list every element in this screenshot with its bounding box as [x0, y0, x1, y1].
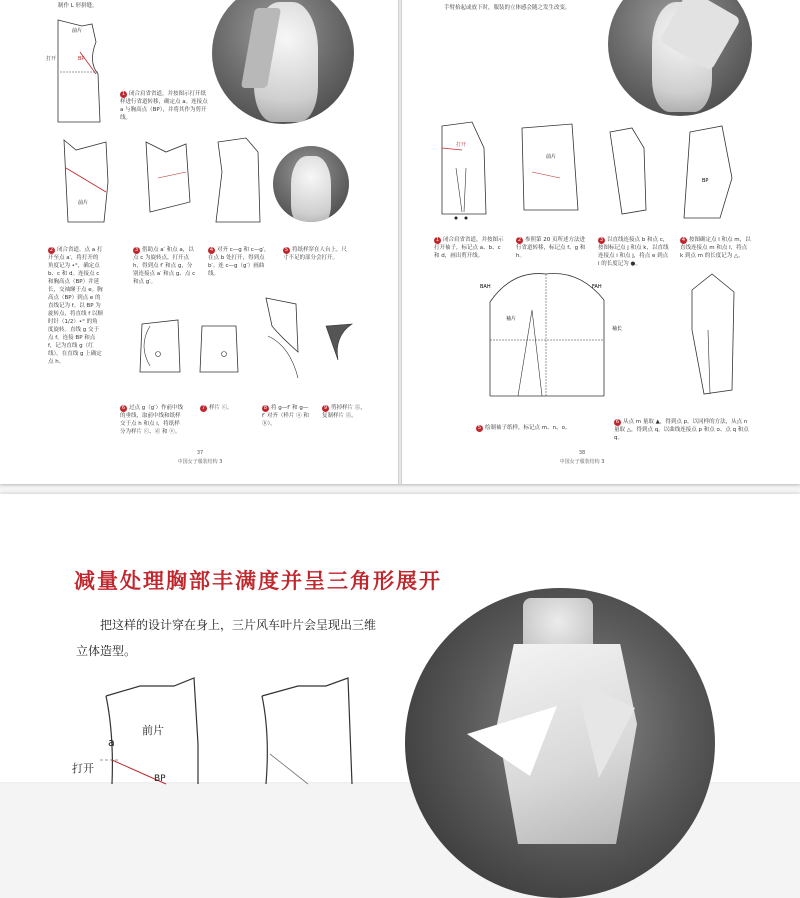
left-page	[0, 0, 398, 484]
left-front-label: 前片	[72, 28, 83, 34]
right-pattern-row1	[432, 118, 762, 228]
lower-page	[0, 494, 800, 782]
right-top-caption: 手臂抬起或放下时，服装的立体感会随之发生改变。	[444, 5, 571, 11]
left-step3: 3 借助点 a′ 和点 a，以点 c 为旋转点，打开点 h，得到点 f′ 和点 g，分别连接点 a′ 和点 g、点 c 和点 g′。	[133, 247, 196, 285]
left-top-caption: 制作 L 形拼缝。	[58, 3, 98, 9]
right-photo-top	[608, 0, 752, 116]
lower-mannequin-photo	[405, 588, 715, 898]
left-pattern-row2	[46, 132, 276, 232]
right-fah-label: FAH	[592, 284, 602, 290]
right-step3: 3 以直线连接点 b 和点 c，按图标记点 j 和点 k，以直线连接点 i 和点 j，将点 e 到点 i 的长度记为 ●。	[598, 237, 669, 267]
left-step7: 7 样片 ⓒ。	[201, 405, 233, 411]
left-open-label: 打开	[46, 56, 57, 62]
right-sleeve-length-label: 袖长	[612, 326, 623, 332]
lower-bp-label: BP	[154, 774, 166, 784]
right-page-footer: 中国女子服装结构 3	[559, 459, 605, 465]
right-step4: 4 按图确定点 l 和点 m，以直线连接点 m 和点 l，将点 k 到点 m 的长度记为 △。	[680, 237, 751, 259]
left-photo-top	[212, 0, 354, 124]
left-top-pattern	[40, 12, 120, 132]
right-front-label: 前片	[546, 154, 557, 160]
left-step2: 2 闭合省道。点 a 打开至点 a′，将打开的角度记为 •°，确定点 b、c 和 d。连接点 c 和胸高点（BP）并延长，交袖窿于点 e。胸高点（BP）到点 e 的直线记为 f。以 BP 为旋转点，将直线 f 以顺时针（1/2）•° 的角度旋转。直线 g 交于点 f。连接 BP 和点 f，记为直线 g（红线）。在直线 g 上确定点 h。	[48, 247, 103, 365]
left-step6: 6 过点 g（g′）作前中线的垂线，取前中线和纸样交于点 h 和点 i，将纸样分为样片 ⓒ、ⓓ 和 ⓔ。	[120, 405, 183, 435]
lower-point-a: a	[108, 736, 115, 749]
left-row2-front-label: 前片	[78, 200, 89, 206]
left-step5: 5 将纸样穿在人台上，尺寸不足的部分会打开。	[283, 247, 348, 261]
right-sleeve-draft	[472, 270, 772, 430]
left-bp-label: BP	[78, 56, 85, 62]
right-sleeve-label: 袖片	[506, 316, 517, 322]
left-photo-small	[273, 146, 349, 222]
left-step4: 4 对齐 c—g 和 c—g′，在点 b 处打开，得到点 b′。连 c—g（g′）画曲线。	[208, 247, 270, 277]
left-page-footer: 中国女子服装结构 3	[177, 459, 223, 465]
lower-open-label: 打开	[72, 762, 94, 775]
right-open-label: 打开	[456, 142, 467, 148]
lower-body-text: 把这样的设计穿在身上，三片风车叶片会呈现出三维立体造型。	[76, 618, 377, 658]
lower-front-label: 前片	[142, 724, 164, 737]
right-bp-label: BP	[702, 178, 709, 184]
left-page-number: 37	[196, 450, 204, 456]
right-step2: 2 参照第 20 页所述方法进行省道转移，标记点 f、g 和 h。	[516, 237, 586, 259]
right-step1: 1 闭合肩省省道，并按图示打开袖子，标记点 a、b、c 和 d，画出剪开线。	[434, 237, 504, 259]
lower-heading: 减量处理胸部丰满度并呈三角形展开	[74, 569, 442, 593]
lower-pattern-diagrams	[70, 674, 400, 784]
right-bah-label: BAH	[480, 284, 491, 290]
left-step1: 1 闭合肩省省道，并按图示打开纸样进行省道转移，确定点 a。连接点 a 与胸高点（BP），并将其作为剪开线。	[120, 91, 208, 121]
right-step6: 6 从点 m 量取 ▲，得到点 p。以同样的方法，从点 n 量取 △，得到点 q。以曲线连接点 p 和点 o、点 q 和点 q。	[614, 419, 749, 441]
left-step8: 8 将 g—f′ 和 g—f′ 对齐（样片 ⓐ 和 ⓑ）。	[262, 405, 309, 427]
left-pattern-row3	[120, 296, 370, 396]
left-step9: 9 剪掉样片 ⓖ，复制样片 ⓖ。	[322, 405, 366, 419]
right-page	[402, 0, 800, 484]
right-step5: 5 绘制袖子纸样，标记点 m、n、o。	[477, 425, 571, 431]
right-page-number: 38	[578, 450, 586, 456]
